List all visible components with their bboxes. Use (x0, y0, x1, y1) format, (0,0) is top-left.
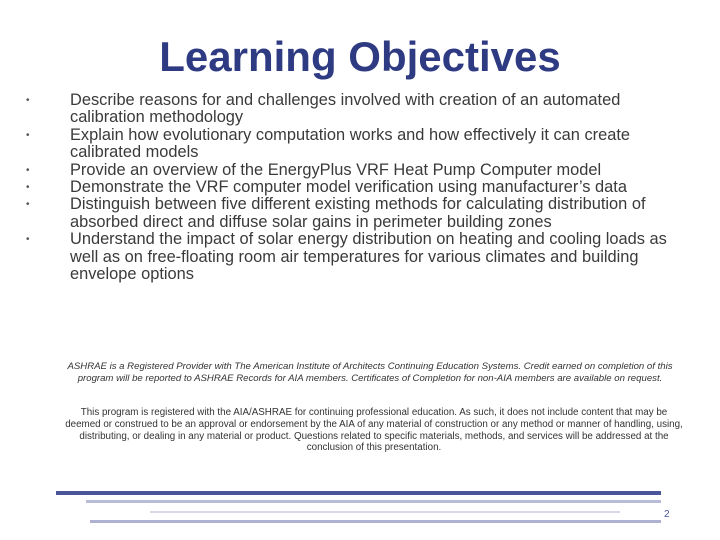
footer-rule-dark (56, 491, 661, 495)
objective-text: Provide an overview of the EnergyPlus VRF Heat Pump Computer model (70, 160, 602, 179)
registered-provider-note: ASHRAE is a Registered Provider with The American Institute of Architects Continuing Education Systems. Credit earned on completion of this program will be reported to ASHRAE Records for AIA members. Certificates of Completion for non-AIA members are available on request. (67, 361, 673, 384)
list-item (26, 162, 686, 179)
disclaimer-text: This program is registered with the AIA/ASHRAE for continuing professional education. As such, it does not include content that may be deemed or construed to be an approval or endorsement by the AIA of any material of construction or any method or manner of handling, using, distributing, or dealing in any material or product. Questions related to specific materials, methods, and services will be addressed at the conclusion of this presentation. (65, 407, 683, 454)
objective-text: Explain how evolutionary computation works and how effectively it can create calibrated models (70, 125, 631, 162)
footer-rule-light (86, 500, 661, 503)
footer-rule-lower (90, 520, 661, 523)
bullet-icon: • (26, 234, 30, 246)
bullet-icon: • (26, 199, 30, 211)
objective-text: Describe reasons for and challenges involved with creation of an automated calibration methodology (70, 91, 621, 127)
bullet-icon: • (26, 182, 30, 194)
list-item (26, 196, 686, 231)
objectives-list (26, 92, 686, 283)
list-item (26, 92, 686, 127)
list-item (26, 127, 686, 162)
objective-text: Demonstrate the VRF computer model verification using manufacturer’s data (70, 178, 627, 197)
list-item (26, 231, 686, 283)
bullet-icon: • (26, 129, 30, 141)
footer-rule-faint (150, 511, 620, 513)
objective-text: Distinguish between five different existing methods for calculating distribution of absorbed direct and diffuse solar gains in perimeter building zones (70, 195, 646, 231)
slide-title: Learning Objectives (159, 33, 561, 80)
page-number: 2 (664, 509, 670, 520)
objective-text: Understand the impact of solar energy distribution on heating and cooling loads as well as on free-floating room air temperatures for various climates and building envelope options (70, 230, 667, 284)
list-item (26, 179, 686, 196)
bullet-icon: • (26, 95, 30, 106)
bullet-icon: • (26, 164, 30, 176)
